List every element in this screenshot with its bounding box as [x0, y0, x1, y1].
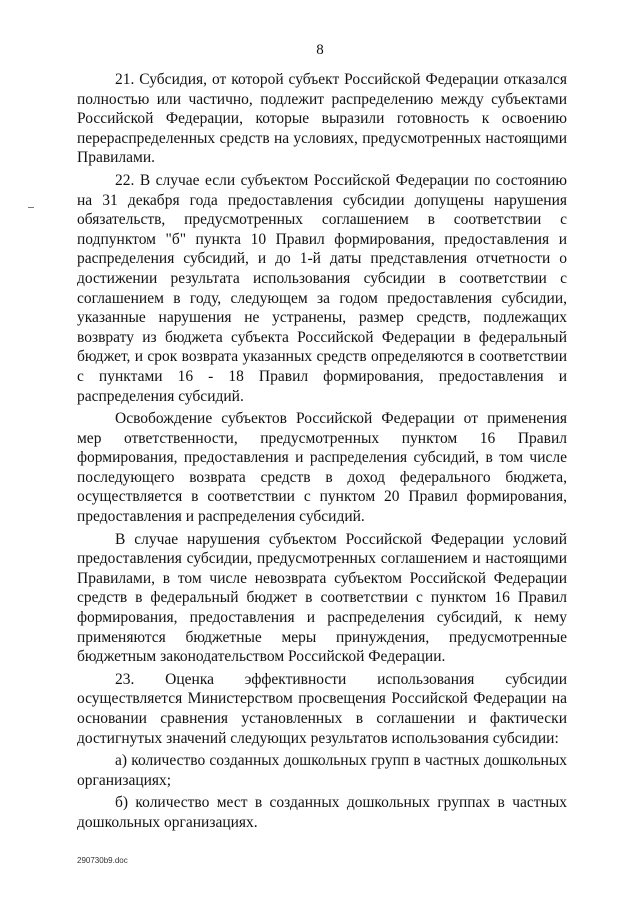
paragraph-21: 21. Субсидия, от которой субъект Российской Федерации отказался полностью или частично, подлежит распределению между субъектами Российской Федерации, которые выразили готовность к освоению перераспределенных средств на условиях, предусмотренных настоящими Правилами. [77, 71, 567, 167]
page-number: 8 [316, 42, 324, 58]
margin-mark [28, 207, 34, 208]
paragraph-violation: В случае нарушения субъектом Российской Федерации условий предоставления субсидии, предусмотренных соглашением и настоящими Правилами, в том числе невозврата субъектом Российской Федерации средств в федеральный бюджет в соответствии с пунктом 16 Правил формирования, предоставления и распределения субсидий, к нему применяются бюджетные меры принуждения, предусмотренные бюджетным законодательством Российской Федерации. [77, 530, 567, 666]
paragraph-23: 23. Оценка эффективности использования субсидии осуществляется Министерством просвещения Российской Федерации на основании сравнения установленных в соглашении и фактически достигнутых значений следующих результатов использования субсидии: [77, 670, 567, 747]
list-item-b: б) количество мест в созданных дошкольных группах в частных дошкольных организациях. [77, 794, 567, 831]
paragraph-exemption: Освобождение субъектов Российской Федерации от применения мер ответственности, предусмотренных пунктом 16 Правил формирования, предоставления и распределения субсидий, в том числе последующего возврата средств в доход федерального бюджета, осуществляется в соответствии с пунктом 20 Правил формирования, предоставления и распределения субсидий. [77, 410, 567, 526]
paragraph-22: 22. В случае если субъектом Российской Федерации по состоянию на 31 декабря года предоставления субсидии допущены нарушения обязательств, предусмотренных соглашением в соответствии с подпунктом "б" пункта 10 Правил формирования, предоставления и распределения субсидий, и до 1-й даты представления отчетности о достижении результата использования субсидии в соответствии с соглашением в году, следующем за годом предоставления субсидии, указанные нарушения не устранены, размер средств, подлежащих возврату из бюджета субъекта Российской Федерации в федеральный бюджет, и срок возврата указанных средств определяются в соответствии с пунктами 16 - 18 Правил формирования, предоставления и распределения субсидий. [77, 171, 567, 405]
document-body [77, 70, 567, 836]
list-item-a: а) количество созданных дошкольных групп в частных дошкольных организациях; [77, 752, 567, 789]
file-footer: 290730b9.doc [77, 856, 128, 865]
